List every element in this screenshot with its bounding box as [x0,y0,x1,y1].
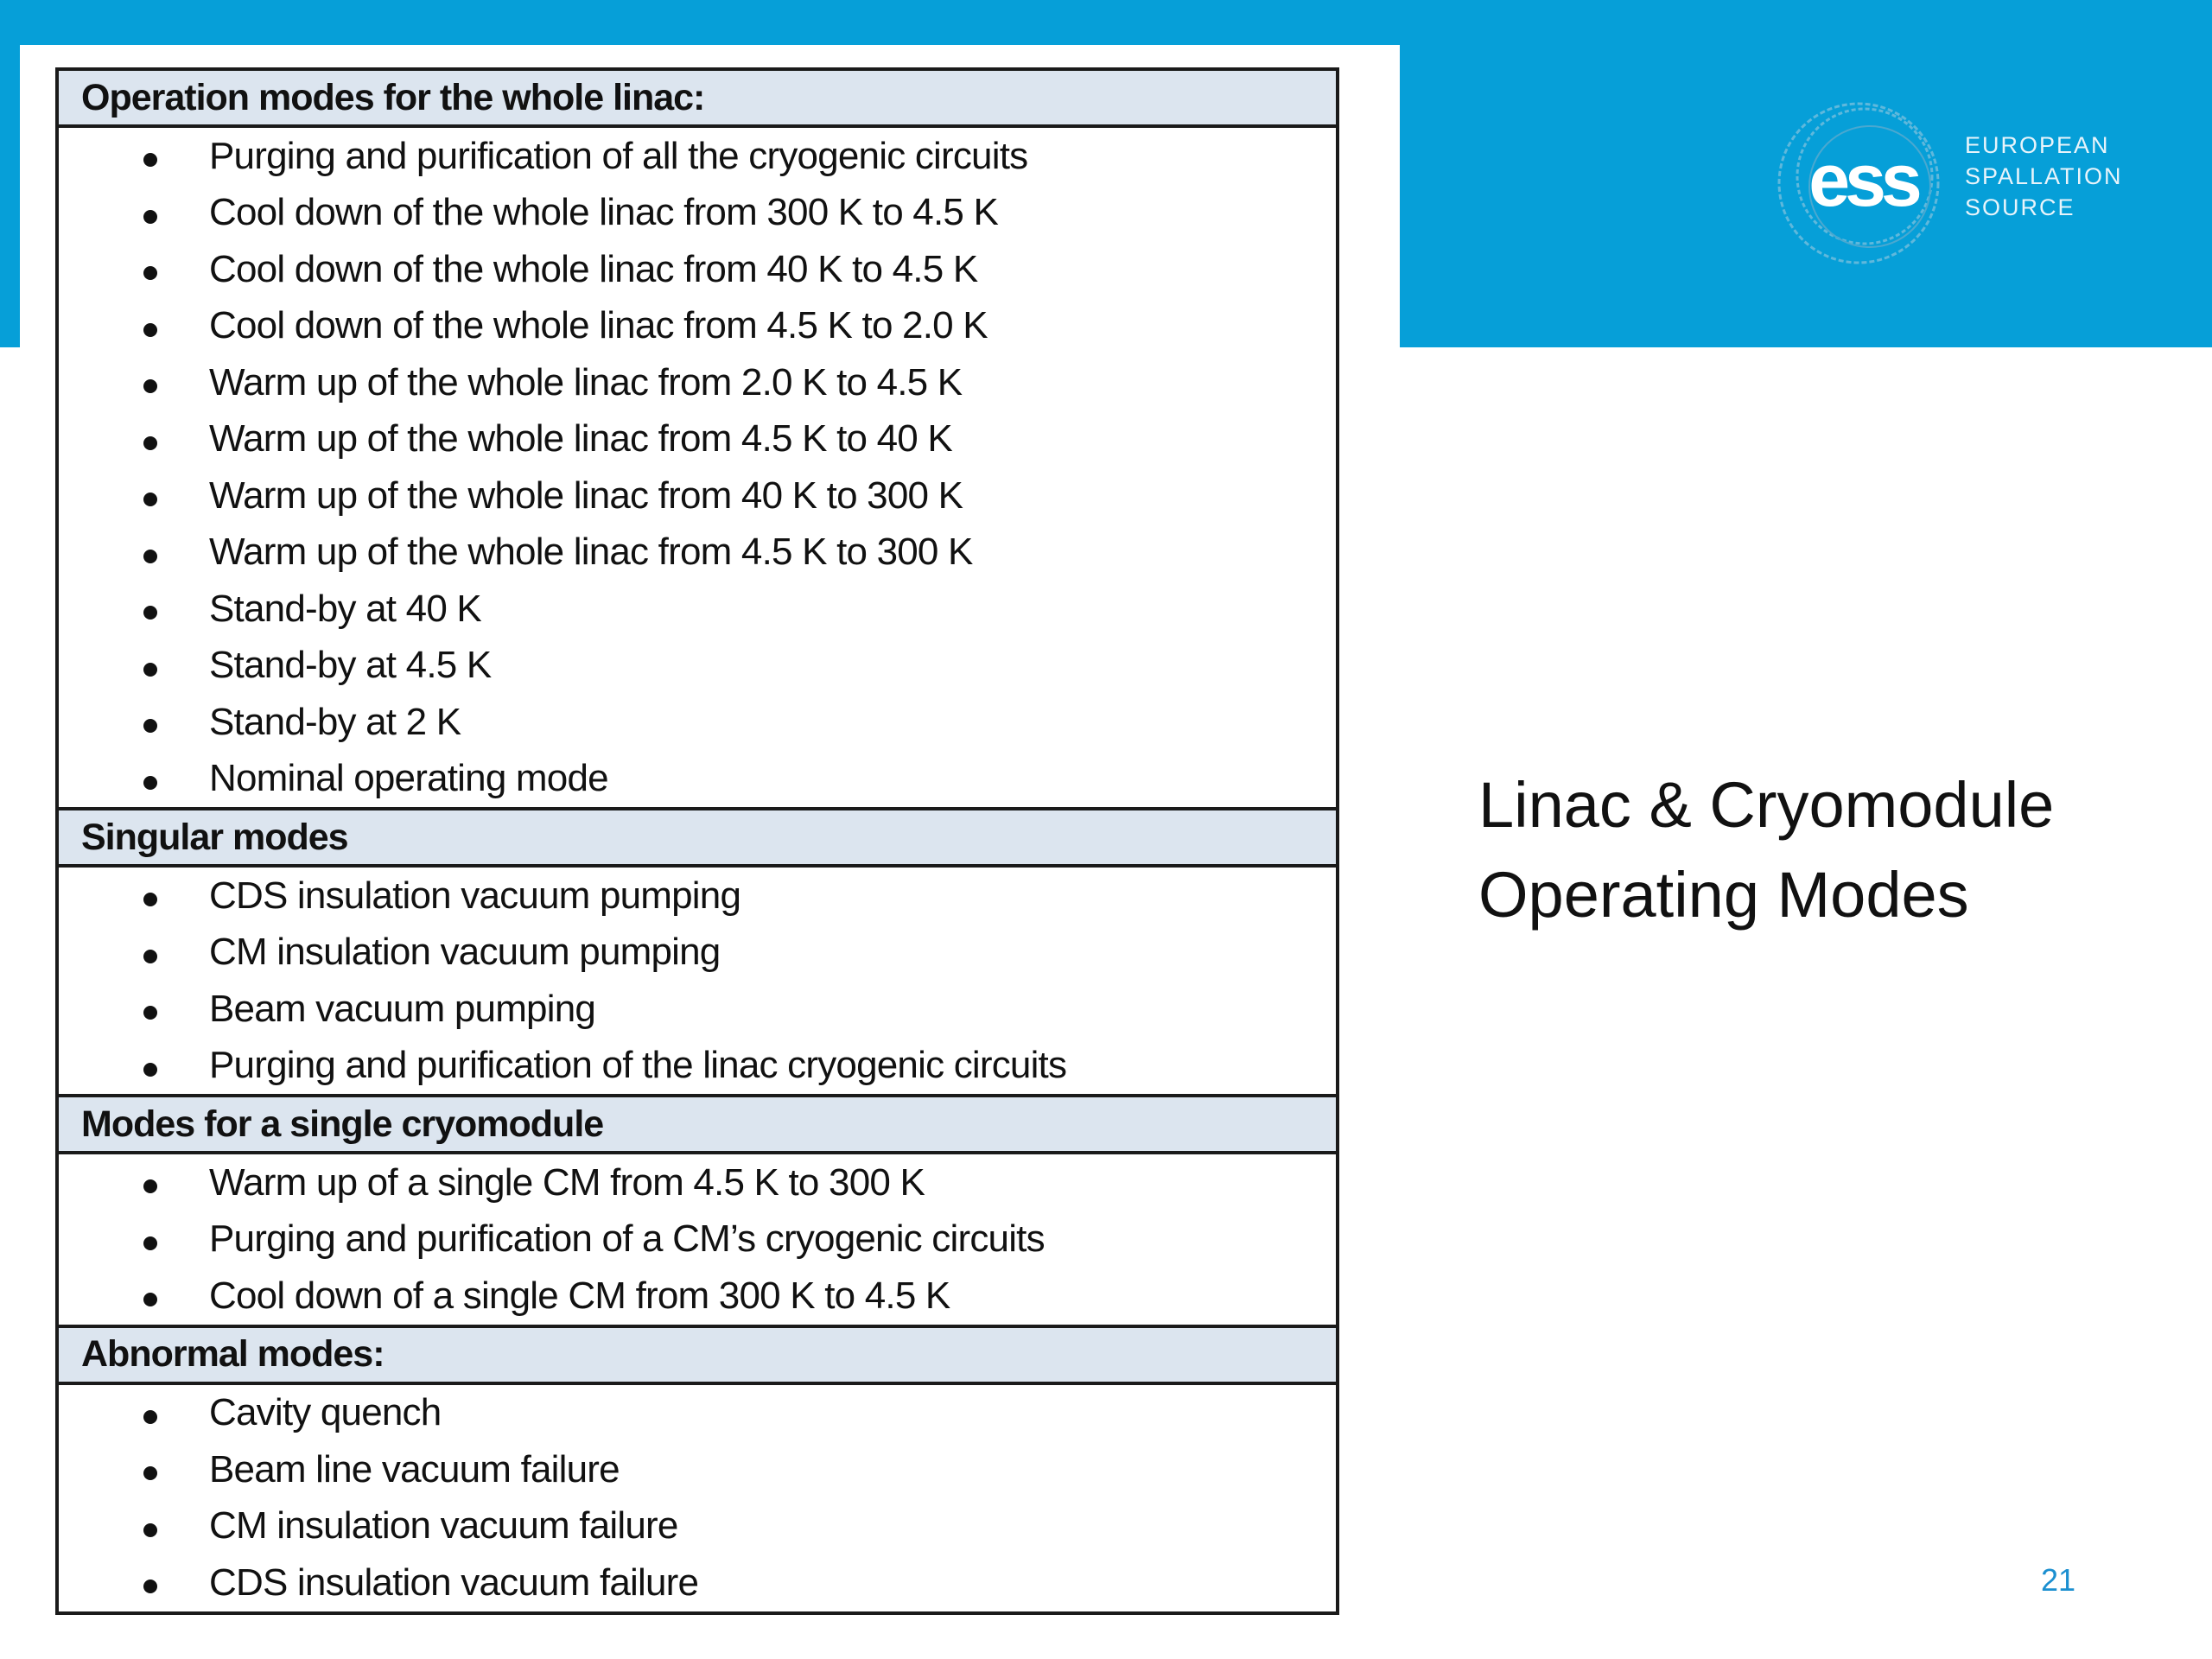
title-line-1: Linac & Cryomodule [1478,769,2055,841]
bullet-icon [59,250,209,289]
list-item [59,298,1336,355]
list-item-text: Cool down of a single CM from 300 K to 4.5 K [209,1274,950,1317]
bullet-icon [59,876,209,915]
list-item [59,751,1336,808]
list-item [59,581,1336,638]
bullet-icon [59,1276,209,1315]
logo-line: EUROPEAN [1965,132,2110,158]
list-item [59,868,1336,925]
bullet-icon [59,1450,209,1489]
bullet-icon [59,533,209,572]
list-item-text: Warm up of the whole linac from 40 K to 300 K [209,474,963,517]
title-line-2: Operating Modes [1478,859,1969,931]
list-item-text: CM insulation vacuum pumping [209,931,721,974]
bullet-icon [59,1563,209,1602]
list-item-text: Cool down of the whole linac from 300 K to 4.5 K [209,191,999,234]
list-item [59,1554,1336,1611]
list-item-text: Stand-by at 4.5 K [209,644,492,687]
bullet-icon [59,307,209,346]
svg-text:ess: ess [1808,139,1917,222]
bullet-icon [59,589,209,628]
bullet-icon [59,989,209,1028]
section-items [59,868,1336,1097]
list-item-text: CDS insulation vacuum pumping [209,874,741,917]
list-item-text: Purging and purification of the linac cryogenic circuits [209,1044,1067,1087]
bullet-icon [59,476,209,515]
bullet-icon [59,1220,209,1259]
section-items [59,128,1336,810]
list-item [59,1211,1336,1268]
list-item-text: Cool down of the whole linac from 40 K to 4.5 K [209,247,978,290]
list-item-text: Purging and purification of a CM’s cryogenic circuits [209,1217,1045,1261]
section-heading: Modes for a single cryomodule [59,1097,1336,1154]
list-item-text: Cavity quench [209,1391,442,1434]
list-item [59,467,1336,524]
logo-text [1965,130,2123,223]
bullet-icon [59,760,209,798]
bullet-icon [59,363,209,402]
list-item-text: Stand-by at 40 K [209,587,481,630]
list-item [59,1268,1336,1325]
section-items [59,1385,1336,1611]
list-item-text: Purging and purification of all the cryogenic circuits [209,134,1028,177]
list-item [59,128,1336,185]
bullet-icon [59,1163,209,1202]
bullet-icon [59,194,209,232]
list-item-text: Stand-by at 2 K [209,700,461,743]
list-item-text: Warm up of the whole linac from 4.5 K to 300 K [209,531,973,574]
list-item-text: Beam line vacuum failure [209,1447,620,1491]
bullet-icon [59,1507,209,1546]
bullet-icon [59,420,209,459]
list-item [59,981,1336,1038]
list-item [59,925,1336,982]
slide-title [1478,760,2054,940]
list-item-text: Beam vacuum pumping [209,987,596,1030]
section-items [59,1154,1336,1328]
list-item-text: Nominal operating mode [209,757,608,800]
list-item [59,694,1336,751]
list-item [59,354,1336,411]
list-item [59,1498,1336,1555]
operating-modes-table [55,67,1339,1615]
logo-line: SPALLATION [1965,163,2123,189]
section-heading: Abnormal modes: [59,1328,1336,1385]
logo-line: SOURCE [1965,194,2075,220]
bullet-icon [59,702,209,741]
ess-logo-icon [1768,86,1958,276]
list-item-text: Warm up of the whole linac from 2.0 K to 4.5 K [209,360,963,404]
list-item-text: Cool down of the whole linac from 4.5 K to 2.0 K [209,304,988,347]
bullet-icon [59,1046,209,1085]
list-item [59,1385,1336,1442]
bullet-icon [59,933,209,972]
list-item-text: CDS insulation vacuum failure [209,1560,699,1604]
list-item-text: Warm up of a single CM from 4.5 K to 300 K [209,1160,925,1204]
list-item-text: Warm up of the whole linac from 4.5 K to 40 K [209,417,952,461]
list-item [59,638,1336,695]
list-item [59,241,1336,298]
list-item [59,411,1336,468]
page-number: 21 [2041,1562,2076,1598]
list-item [59,1441,1336,1498]
section-heading: Singular modes [59,810,1336,868]
list-item [59,1038,1336,1095]
bullet-icon [59,137,209,175]
bullet-icon [59,1394,209,1433]
section-heading: Operation modes for the whole linac: [59,71,1336,128]
bullet-icon [59,646,209,685]
list-item [59,524,1336,582]
list-item-text: CM insulation vacuum failure [209,1504,678,1548]
list-item [59,1154,1336,1211]
list-item [59,185,1336,242]
ess-logo [1768,86,2131,276]
